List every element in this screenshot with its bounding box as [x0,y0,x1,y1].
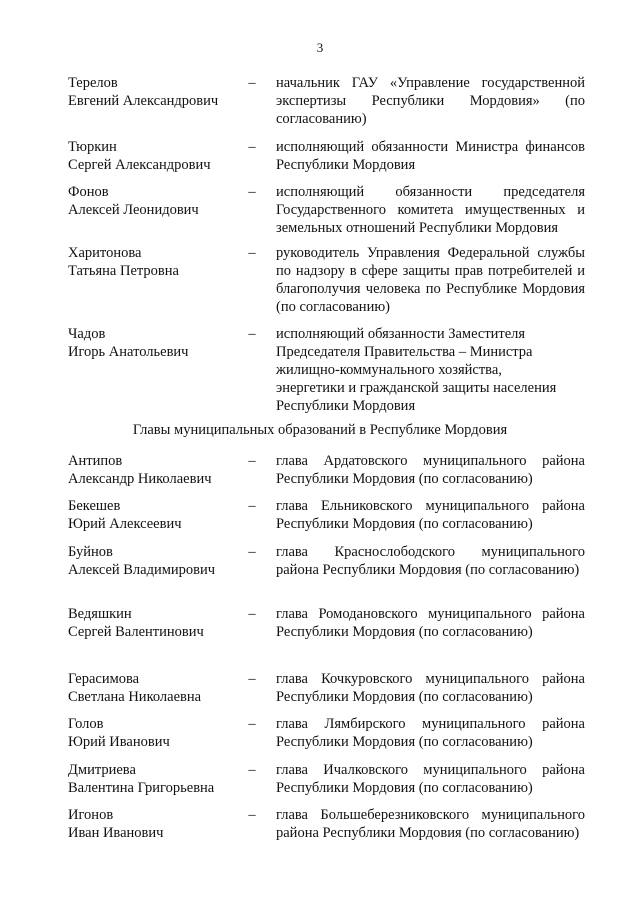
dash-separator: – [248,807,256,823]
dash-separator: – [248,606,256,622]
member-surname: Буйнов [68,544,113,560]
member-surname: Голов [68,716,104,732]
dash-separator: – [248,453,256,469]
dash-separator: – [248,75,256,91]
member-name [68,497,238,533]
member-position: глава Ельниковского муниципального района Республики Мордовия (по согласованию) [276,498,585,532]
dash-separator: – [248,245,256,261]
member-given-names: Алексей Владимирович [68,562,216,578]
member-given-names: Сергей Александрович [68,157,211,173]
member-surname: Ведяшкин [68,606,132,622]
member-name [68,244,238,280]
member-surname: Антипов [68,453,123,469]
section-heading: Главы муниципальных образований в Республике Мордовия [132,422,508,438]
member-given-names: Светлана Николаевна [68,689,202,705]
dash-separator: – [248,762,256,778]
member-name [68,806,238,842]
member-position: начальник ГАУ «Управление государственной экспертизы Республики Мордовия» (по согласованию) [276,75,585,127]
member-given-names: Татьяна Петровна [68,263,179,279]
dash-separator: – [248,139,256,155]
member-position: глава Ардатовского муниципального района Республики Мордовия (по согласованию) [276,453,585,487]
member-name [68,605,238,641]
dash-separator: – [248,544,256,560]
member-name [68,138,238,174]
dash-separator: – [248,498,256,514]
member-given-names: Иван Иванович [68,825,164,841]
member-position: руководитель Управления Федеральной службы по надзору в сфере защиты прав потребителей и благополучия человека по Республике Мордовия (по согласованию) [276,245,586,315]
member-name [68,761,238,797]
member-surname: Терелов [68,75,118,91]
member-given-names: Сергей Валентинович [68,624,204,640]
member-surname: Герасимова [68,671,140,687]
member-name [68,715,238,751]
member-surname: Дмитриева [68,762,136,778]
dash-separator: – [248,184,256,200]
member-given-names: Александр Николаевич [68,471,212,487]
member-position: глава Ичалковского муниципального района Республики Мордовия (по согласованию) [276,762,585,796]
member-position: исполняющий обязанности Министра финансов Республики Мордовия [276,139,585,173]
member-position: глава Краснослободского муниципального района Республики Мордовия (по согласованию) [276,544,585,578]
dash-separator: – [248,326,256,342]
member-position: исполняющий обязанности Заместителя Председателя Правительства – Министра жилищно-коммунального хозяйства, энергетики и гражданской защиты населения Республики Мордовия [276,326,557,414]
member-given-names: Валентина Григорьевна [68,780,215,796]
member-name [68,74,238,110]
member-given-names: Юрий Алексеевич [68,516,182,532]
page-number: 3 [316,40,324,55]
member-name [68,670,238,706]
member-name [68,452,238,488]
member-given-names: Юрий Иванович [68,734,170,750]
member-row-kharitonova [68,244,588,324]
member-surname: Харитонова [68,245,142,261]
member-position: глава Лямбирского муниципального района Республики Мордовия (по согласованию) [276,716,585,750]
member-position: глава Большеберезниковского муниципального района Республики Мордовия (по согласованию) [276,807,585,841]
member-name [68,325,238,361]
member-surname: Тюркин [68,139,117,155]
member-given-names: Игорь Анатольевич [68,344,189,360]
member-row-chadov [68,325,588,420]
member-position: глава Ромодановского муниципального района Республики Мордовия (по согласованию) [276,606,585,640]
member-name [68,543,238,579]
dash-separator: – [248,671,256,687]
member-position: исполняющий обязанности председателя Государственного комитета имущественных и земельных отношений Республики Мордовия [276,184,585,236]
member-given-names: Евгений Александрович [68,93,219,109]
member-given-names: Алексей Леонидович [68,202,199,218]
member-surname: Чадов [68,326,106,342]
member-surname: Бекешев [68,498,121,514]
member-position: глава Кочкуровского муниципального района Республики Мордовия (по согласованию) [276,671,585,705]
dash-separator: – [248,716,256,732]
member-surname: Фонов [68,184,109,200]
member-name [68,183,238,219]
member-row-igonov [68,806,588,886]
member-surname: Игонов [68,807,114,823]
